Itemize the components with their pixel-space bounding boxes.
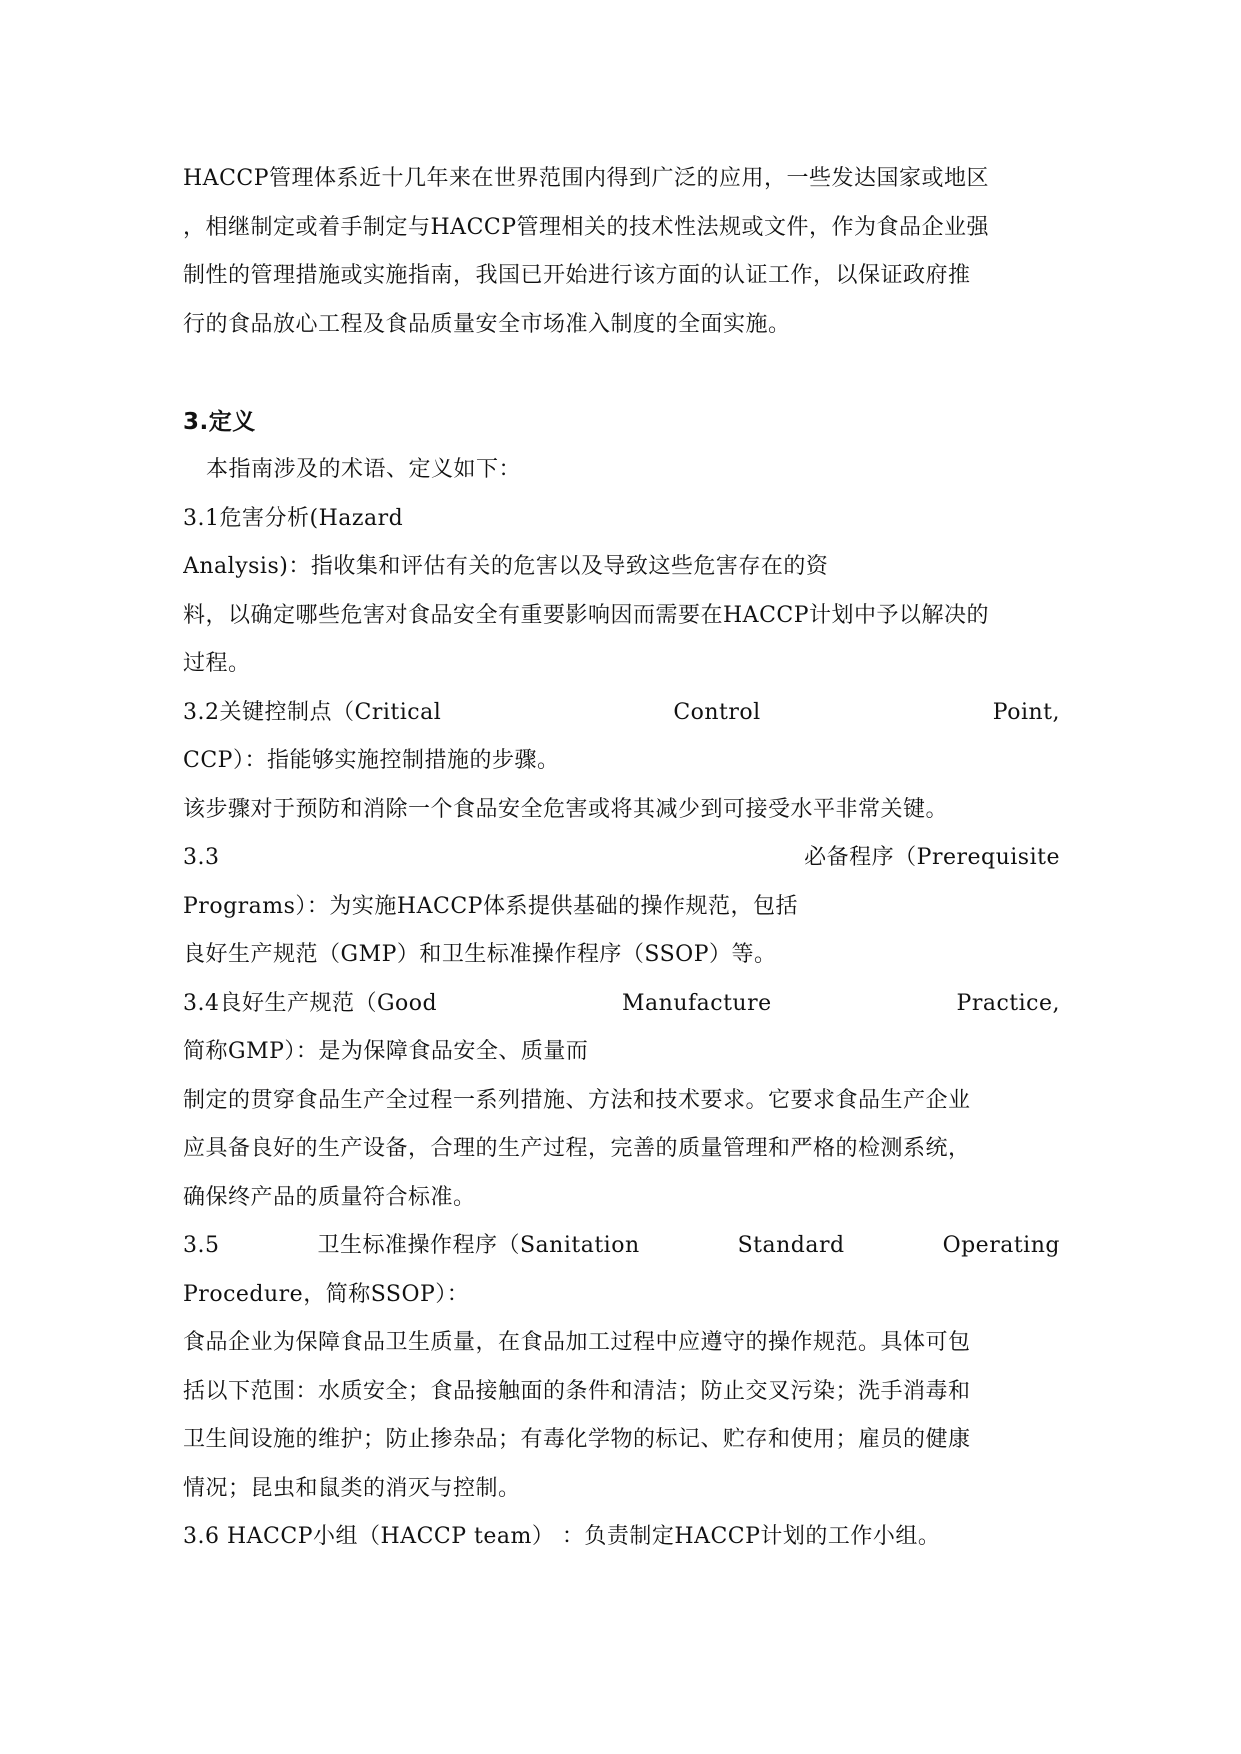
def-3-3-line-3: 良好生产规范（GMP）和卫生标准操作程序（SSOP）等。	[183, 942, 777, 967]
def-3-5-term-part-2: Standard	[737, 1233, 845, 1258]
def-3-2-line-2: CCP）：指能够实施控制措施的步骤。	[183, 748, 560, 773]
def-3-6-line-1: 3.6 HACCP小组（HACCP team） ：负责制定HACCP计划的工作小组。	[183, 1524, 941, 1549]
def-3-5-line-2: Procedure，简称SSOP）：	[183, 1281, 470, 1307]
def-3-5-line-1	[183, 1222, 1060, 1271]
intro-line-4: 行的食品放心工程及食品质量安全市场准入制度的全面实施。	[183, 311, 791, 337]
def-3-2-term-part-3: Point,	[992, 699, 1060, 725]
def-3-1-line-4: 过程。	[183, 651, 251, 676]
def-3-1-line-1: 3.1危害分析(Hazard	[183, 505, 404, 531]
def-3-1-line-3: 料，以确定哪些危害对食品安全有重要影响因而需要在HACCP计划中予以解决的	[183, 602, 990, 628]
def-3-5-number: 3.5	[183, 1233, 220, 1258]
def-3-4-line-1	[183, 980, 1060, 1029]
def-3-3-line-2: Programs）：为实施HACCP体系提供基础的操作规范，包括	[183, 893, 798, 919]
def-3-4-term-part-2: Manufacture	[622, 990, 772, 1016]
def-3-2-term-part-1: 3.2关键控制点（Critical	[183, 699, 442, 725]
paragraph-gap	[183, 349, 1060, 398]
document-body	[183, 155, 1060, 1562]
def-3-5-term-part-1: 卫生标准操作程序（Sanitation	[317, 1233, 640, 1258]
def-3-5-line-3: 食品企业为保障食品卫生质量，在食品加工过程中应遵守的操作规范。具体可包	[183, 1330, 971, 1355]
def-3-5-line-4: 括以下范围：水质安全；食品接触面的条件和清洁；防止交叉污染；洗手消毒和	[183, 1378, 971, 1404]
def-3-4-term-part-1: 3.4良好生产规范（Good	[183, 990, 438, 1016]
def-3-2-line-3: 该步骤对于预防和消除一个食品安全危害或将其减少到可接受水平非常关键。	[183, 796, 949, 822]
def-3-4-line-4: 应具备良好的生产设备，合理的生产过程，完善的质量管理和严格的检测系统，	[183, 1136, 971, 1161]
def-3-2-line-1	[183, 689, 1060, 738]
section-heading: 3.定义	[183, 408, 256, 435]
def-3-5-line-5: 卫生间设施的维护；防止掺杂品；有毒化学物的标记、贮存和使用；雇员的健康	[183, 1427, 971, 1452]
intro-line-1: HACCP管理体系近十几年来在世界范围内得到广泛的应用，一些发达国家或地区	[183, 166, 990, 191]
intro-line-2: ，相继制定或着手制定与HACCP管理相关的技术性法规或文件，作为食品企业强	[183, 214, 990, 240]
section-intro: 本指南涉及的术语、定义如下：	[206, 457, 522, 482]
def-3-3-line-1	[183, 834, 1060, 883]
def-3-4-line-2: 简称GMP）：是为保障食品安全、质量而	[183, 1039, 589, 1064]
def-3-5-line-6: 情况；昆虫和鼠类的消灭与控制。	[183, 1475, 521, 1501]
def-3-3-term: 必备程序（Prerequisite	[804, 845, 1060, 870]
def-3-1-line-2: Analysis)：指收集和评估有关的危害以及导致这些危害存在的资	[183, 554, 829, 579]
def-3-3-number: 3.3	[183, 845, 220, 870]
def-3-4-line-5: 确保终产品的质量符合标准。	[183, 1184, 476, 1210]
intro-line-3: 制性的管理措施或实施指南，我国已开始进行该方面的认证工作，以保证政府推	[183, 263, 971, 288]
def-3-4-term-part-3: Practice,	[956, 990, 1060, 1016]
def-3-5-term-part-3: Operating	[942, 1233, 1060, 1258]
def-3-2-term-part-2: Control	[673, 699, 761, 725]
def-3-4-line-3: 制定的贯穿食品生产全过程一系列措施、方法和技术要求。它要求食品生产企业	[183, 1087, 971, 1113]
